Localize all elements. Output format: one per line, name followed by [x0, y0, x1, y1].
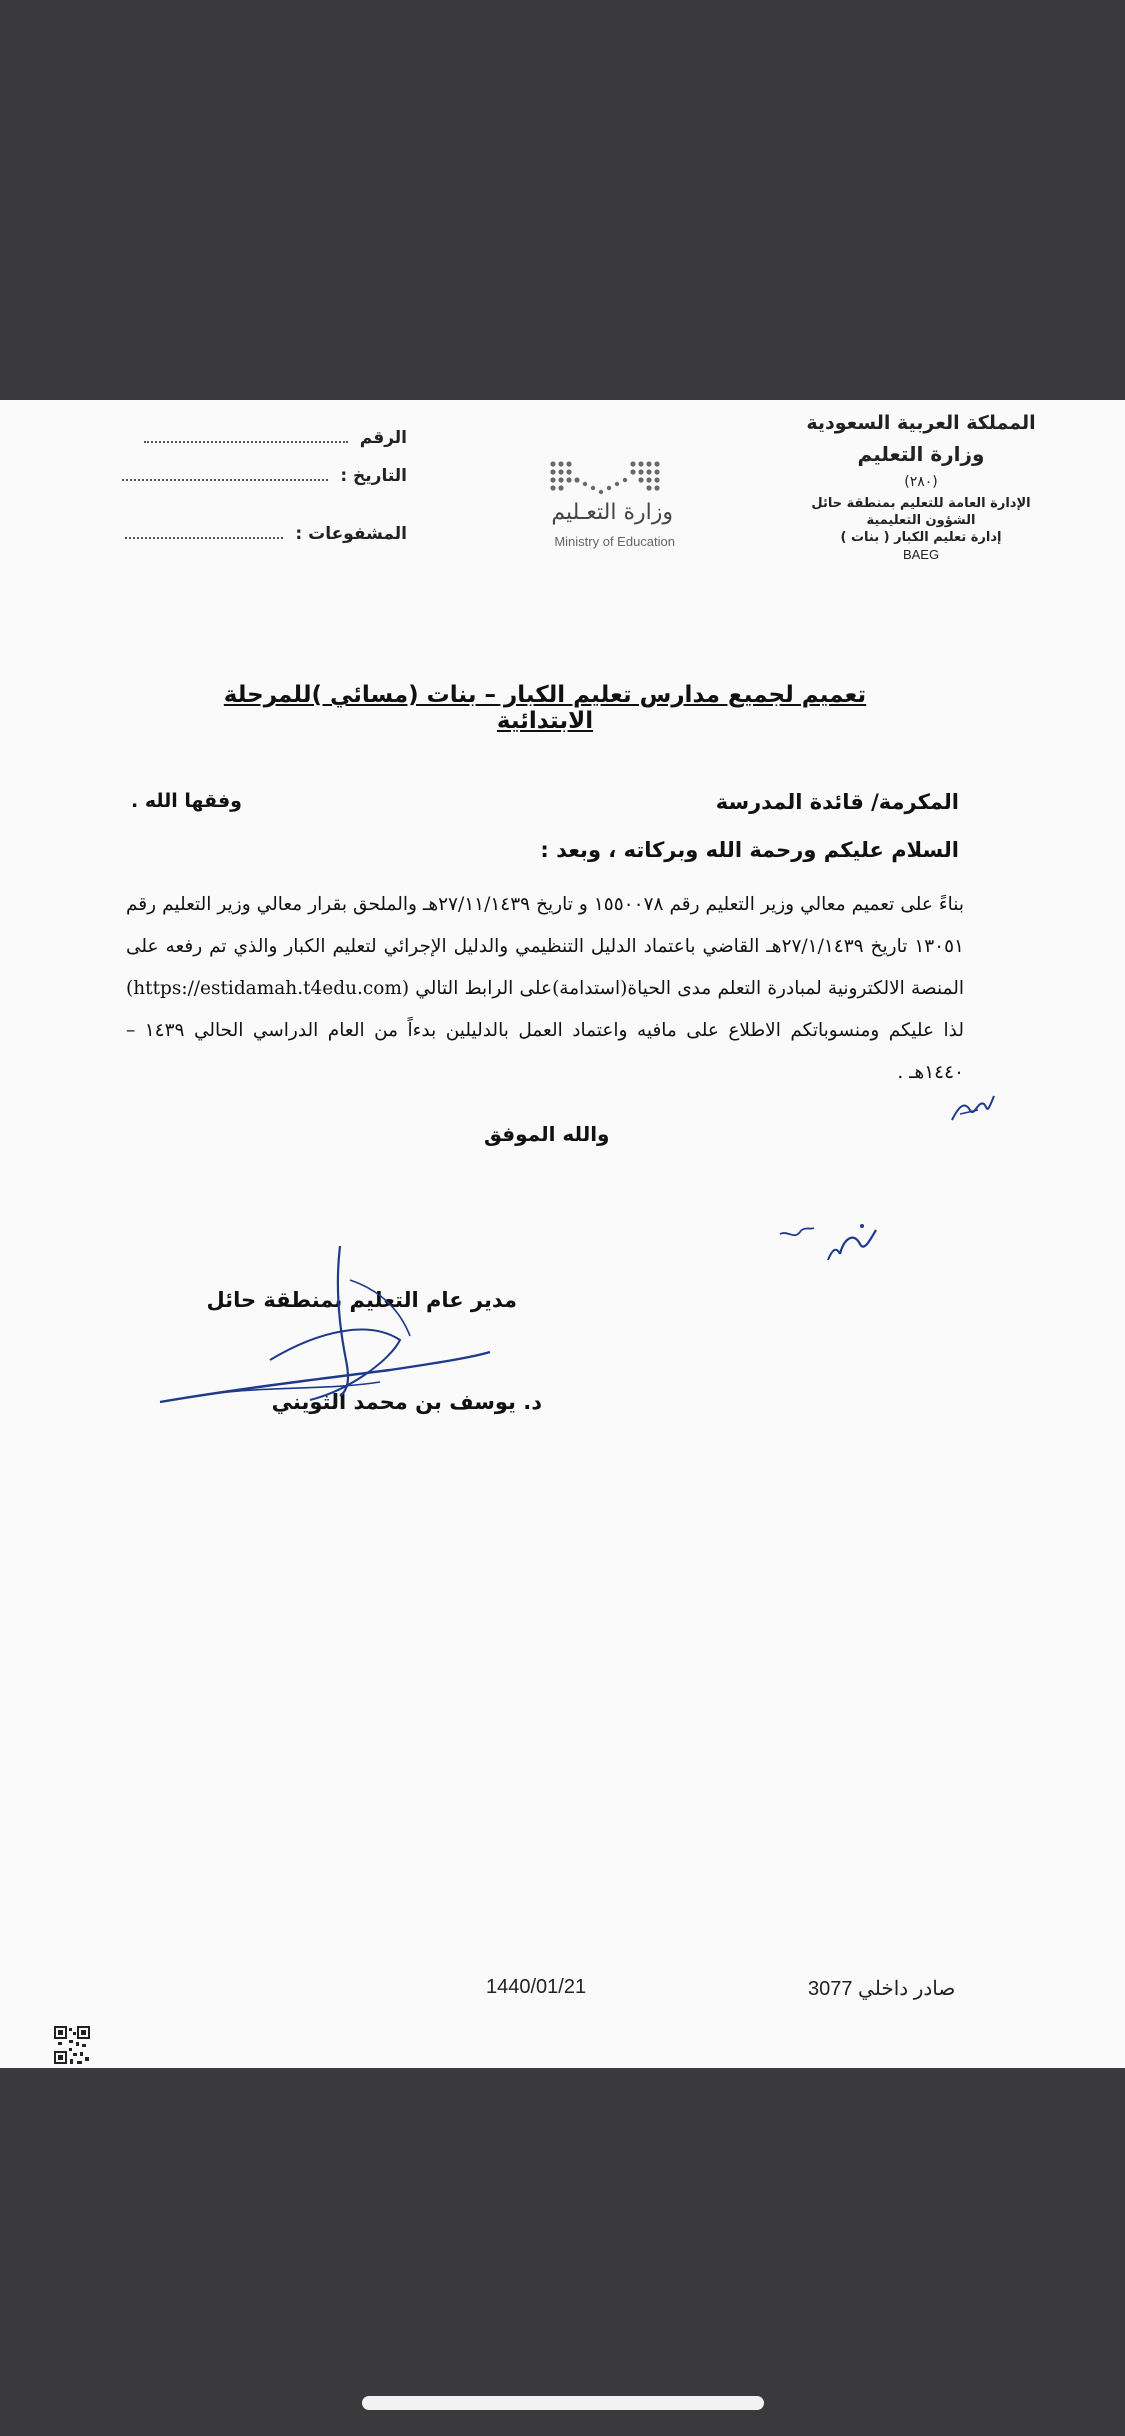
logo-english-text: Ministry of Education — [554, 534, 675, 549]
logo-arabic-text: وزارة التعـليم — [551, 500, 673, 525]
qr-code-icon — [54, 2026, 90, 2068]
signatory-title: مدير عام التعليم بمنطقة حائل — [206, 1288, 517, 1312]
code-label: (٢٨٠) — [904, 474, 938, 490]
abbr-label: BAEG — [902, 547, 940, 562]
subject-line: تعميم لجميع مدارس تعليم الكبار – بنات (مسائي )للمرحلة الابتدائية — [223, 682, 867, 734]
date-dots — [122, 479, 328, 481]
ministry-label: وزارة التعليم — [857, 442, 985, 466]
letterhead-right — [791, 410, 1051, 562]
affairs-label: الشؤون التعليمية — [866, 513, 976, 528]
handwritten-annotation — [770, 1210, 890, 1280]
attachments-field — [7, 524, 407, 544]
closing-phrase: والله الموفق — [484, 1122, 610, 1146]
ministry-logo-icon — [475, 440, 705, 500]
signatory-name: د. يوسف بن محمد الثويني — [271, 1390, 542, 1414]
footer-date: 1440/01/21 — [486, 1976, 587, 1998]
initials-mark — [948, 1090, 998, 1130]
number-label: الرقم — [359, 428, 407, 448]
number-dots — [144, 441, 348, 443]
kingdom-label: المملكة العربية السعودية — [806, 412, 1036, 434]
home-indicator[interactable] — [362, 2396, 764, 2410]
attachments-label: المشفوعات : — [295, 524, 407, 544]
ministry-logo — [475, 440, 705, 560]
attachments-dots — [125, 537, 283, 539]
blessing: وفقها الله . — [131, 790, 242, 812]
salutation: السلام عليكم ورحمة الله وبركاته ، وبعد : — [540, 838, 959, 862]
signature-scribble — [150, 1240, 530, 1420]
footer-issued: صادر داخلي 3077 — [808, 1978, 956, 2000]
document-page — [0, 400, 1125, 2068]
directorate-label: الإدارة العامة للتعليم بمنطقة حائل — [811, 496, 1031, 511]
addressee: المكرمة/ قائدة المدرسة — [715, 790, 959, 814]
number-field — [7, 428, 407, 448]
date-field — [7, 466, 407, 486]
department-label: إدارة تعليم الكبار ( بنات ) — [840, 530, 1002, 545]
letter-body: بناءً على تعميم معالي وزير التعليم رقم ٧٨‏١٥٥٠٠ و تاريخ ٢٧/١١/١٤٣٩هـ والملحق بقرار معالي وزير التعليم رقم ١٣٠٥١ تاريخ ٢٧/١/١٤٣٩هـ القاضي باعتماد الدليل التنظيمي والدليل الإجرائي لتعليم الكبار والذي تم رفعه على المنصة الالكترونية لمبادرة التعلم مدى الحياة(استدامة)على الرابط التالي (https://estidamah.t4edu.com) لذا عليكم ومنسوباتكم الاطلاع على مافيه واعتماد العمل بالدليلين بدءاً من العام الدراسي الحالي ١٤٣٩ – ١٤٤٠هـ . — [126, 894, 965, 1083]
date-label: التاريخ : — [340, 466, 407, 486]
